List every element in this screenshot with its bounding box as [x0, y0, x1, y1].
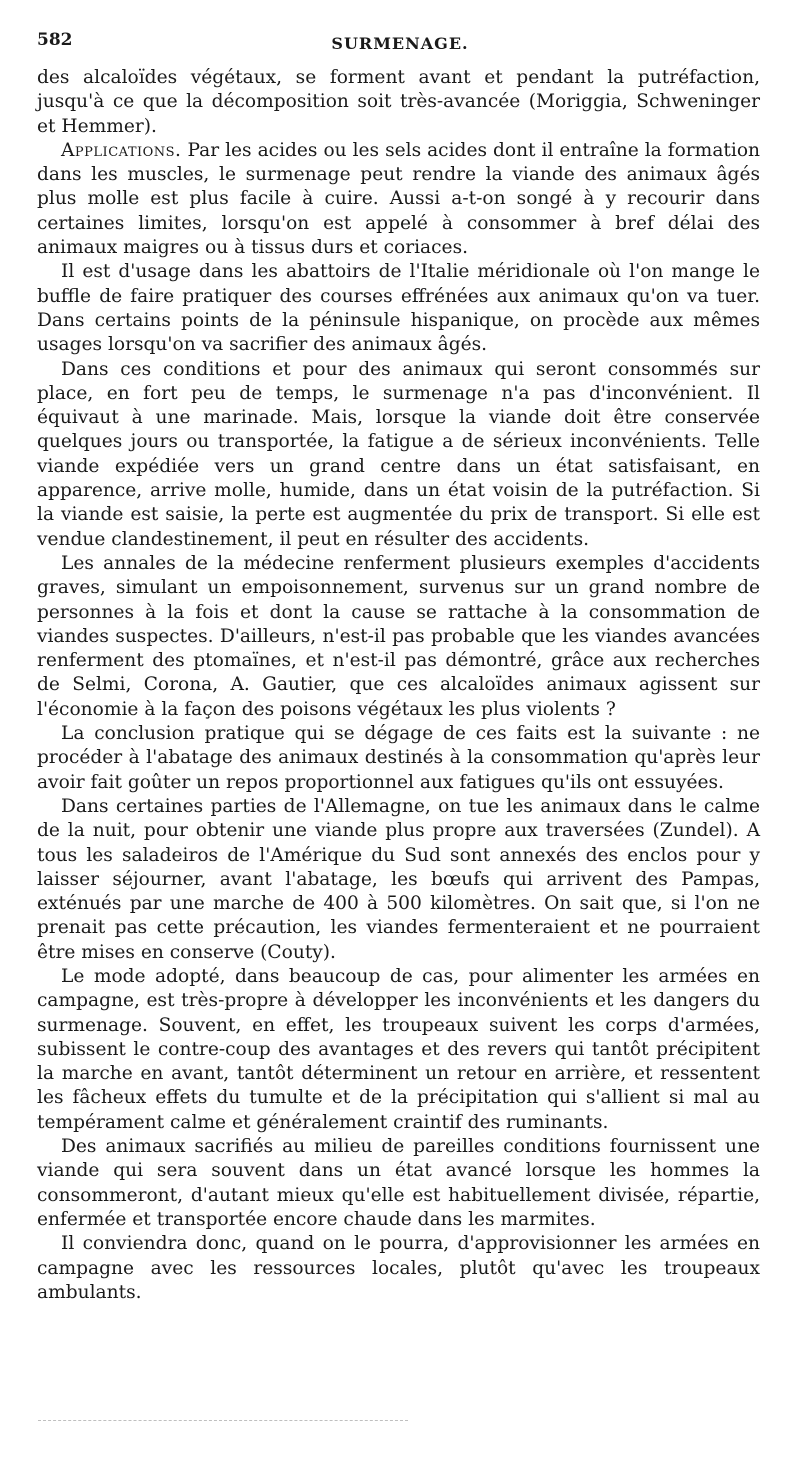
body-text: [37, 66, 760, 1305]
paragraph: Les annales de la médecine renferment plusieurs exemples d'accidents graves, simulant un empoisonnement, survenus sur un grand nombre de personnes à la fois et dont la cause se rattache à la consommation de viandes suspectes. D'ailleurs, n'est-il pas probable que les viandes avancées renferment des ptomaïnes, et n'est-il pas démontré, grâce aux recherches de Selmi, Corona, A. Gautier, que ces alcaloïdes animaux agissent sur l'économie à la façon des poisons végétaux les plus violents ?: [37, 552, 760, 720]
paragraph: Des animaux sacrifiés au milieu de pareilles conditions fournissent une viande qui sera souvent dans un état avancé lorsque les hommes la consommeront, d'autant mieux qu'elle est habituellement divisée, répartie, enfermée et transportée encore chaude dans les marmites.: [37, 1136, 760, 1230]
paragraph: La conclusion pratique qui se dégage de ces faits est la suivante : ne procéder à l'abatage des animaux destinés à la consommation qu'après leur avoir fait goûter un repos proportionnel aux fatigues qu'ils ont essuyées.: [37, 723, 760, 793]
footer-rule: [38, 1420, 408, 1421]
paragraph: Dans ces conditions et pour des animaux qui seront consommés sur place, en fort peu de temps, le surmenage n'a pas d'inconvénient. Il équivaut à une marinade. Mais, lorsque la viande doit être conservée quelques jours ou transportée, la fatigue a de sérieux inconvénients. Telle viande expédiée vers un grand centre dans un état satisfaisant, en apparence, arrive molle, humide, dans un état voisin de la putréfaction. Si la viande est saisie, la perte est augmentée du prix de transport. Si elle est vendue clandestinement, il peut en résulter des accidents.: [37, 358, 760, 550]
paragraph: Il conviendra donc, quand on le pourra, d'approvisionner les armées en campagne avec les ressources locales, plutôt qu'avec les troupeaux ambulants.: [37, 1233, 760, 1303]
paragraph: Le mode adopté, dans beaucoup de cas, pour alimenter les armées en campagne, est très-propre à développer les inconvénients et les dangers du surmenage. Souvent, en effet, les troupeaux suivent les corps d'armées, subissent le contre-coup des avantages et des revers qui tantôt précipitent la marche en avant, tantôt déterminent un retour en arrière, et ressentent les fâcheux effets du tumulte et de la précipitation qui s'allient si mal au tempérament calme et généralement craintif des ruminants.: [37, 965, 760, 1133]
section-label: Applications.: [61, 139, 182, 161]
paragraph: Il est d'usage dans les abattoirs de l'Italie méridionale où l'on mange le buffle de faire pratiquer des courses effrénées aux animaux qu'on va tuer. Dans certains points de la péninsule hispanique, on procède aux mêmes usages lorsqu'on va sacrifier des animaux âgés.: [37, 261, 760, 356]
page-number: 582: [37, 30, 73, 50]
running-title: SURMENAGE.: [331, 34, 469, 53]
paragraph: Dans certaines parties de l'Allemagne, on tue les animaux dans le calme de la nuit, pour obtenir une viande plus propre aux traversées (Zundel). A tous les saladeiros de l'Amérique du Sud sont annexés des enclos pour y laisser séjourner, avant l'abatage, les bœufs qui arrivent des Pampas, exténués par une marche de 400 à 500 kilomètres. On sait que, si l'on ne prenait pas cette précaution, les viandes fermenteraient et ne pourraient être mises en conserve (Couty).: [37, 795, 760, 963]
paragraph-applications: [37, 139, 760, 260]
paragraph: des alcaloïdes végétaux, se forment avant et pendant la putréfaction, jusqu'à ce que la décomposition soit très-avancée (Moriggia, Schweninger et Hemmer).: [37, 67, 760, 137]
paragraph-text: Par les acides ou les sels acides dont il entraîne la formation dans les muscles, le surmenage peut rendre la viande des animaux âgés plus molle est plus facile à cuire. Aussi a-t-on songé à y recourir dans certaines limites, lorsqu'on est appelé à consommer à bref délai des animaux maigres ou à tissus durs et coriaces.: [37, 139, 760, 259]
